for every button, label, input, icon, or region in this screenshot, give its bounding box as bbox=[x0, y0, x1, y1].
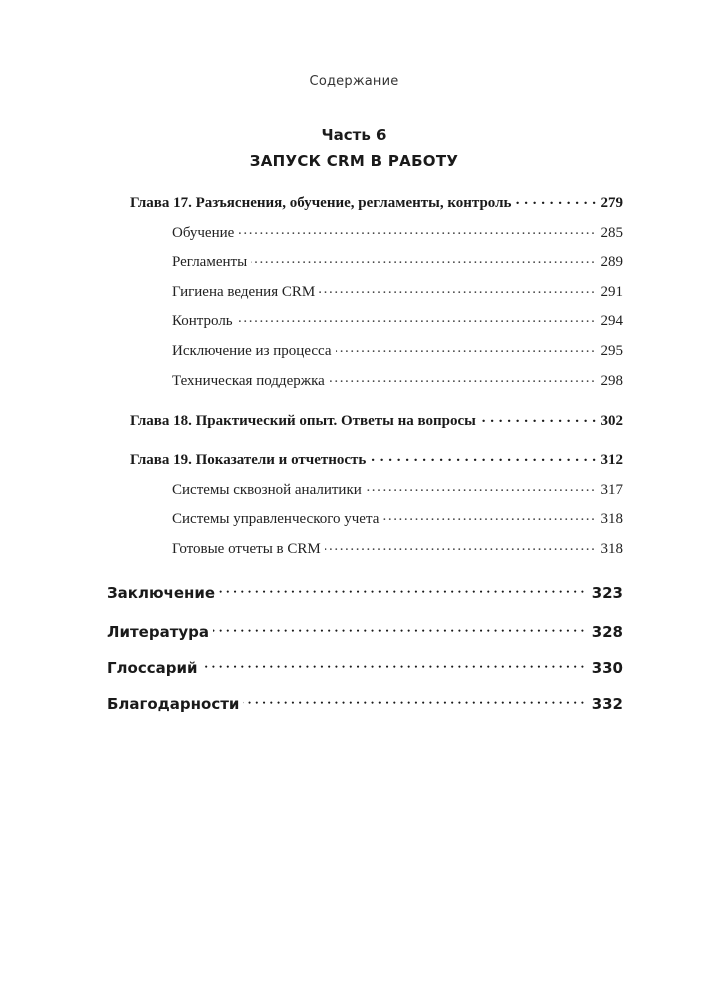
toc-literature[interactable] bbox=[107, 622, 623, 641]
running-header: Содержание bbox=[309, 74, 399, 89]
toc-page-number: 289 bbox=[600, 254, 623, 270]
toc-page-number: 295 bbox=[600, 343, 623, 359]
toc-entry-label: Контроль bbox=[172, 313, 233, 329]
toc-chapter-19[interactable] bbox=[130, 449, 623, 469]
toc-chapter-18[interactable] bbox=[130, 410, 623, 430]
toc-page-number: 318 bbox=[600, 541, 623, 557]
toc-page-number: 285 bbox=[600, 225, 623, 241]
dot-leader bbox=[251, 251, 596, 266]
toc-page-number: 298 bbox=[600, 373, 623, 389]
toc-acknowledgements[interactable] bbox=[107, 694, 623, 713]
toc-entry-label: Готовые отчеты в CRM bbox=[172, 541, 321, 557]
toc-entry-label: Техническая поддержка bbox=[172, 373, 325, 389]
toc-section[interactable] bbox=[172, 508, 623, 528]
toc-entry-label: Благодарности bbox=[107, 695, 240, 713]
dot-leader bbox=[480, 410, 597, 425]
dot-leader bbox=[325, 538, 597, 553]
part-title: ЗАПУСК CRM В РАБОТУ bbox=[249, 152, 459, 170]
dot-leader bbox=[213, 622, 588, 637]
toc-page-number: 330 bbox=[591, 659, 623, 677]
dot-leader bbox=[515, 192, 596, 207]
toc-section[interactable] bbox=[172, 222, 623, 242]
part-number: Часть 6 bbox=[321, 126, 387, 144]
dot-leader bbox=[219, 583, 588, 598]
toc-conclusion[interactable] bbox=[107, 583, 623, 602]
toc-entry-label: Системы управленческого учета bbox=[172, 511, 380, 527]
toc-entry-label: Глава 18. Практический опыт. Ответы на вопросы bbox=[130, 413, 476, 429]
dot-leader bbox=[366, 479, 597, 494]
toc-section[interactable] bbox=[172, 538, 623, 558]
dot-leader bbox=[238, 222, 596, 237]
toc-section[interactable] bbox=[172, 479, 623, 499]
dot-leader bbox=[383, 508, 596, 523]
dot-leader bbox=[202, 658, 588, 673]
toc-glossary[interactable] bbox=[107, 658, 623, 677]
toc-entry-label: Исключение из процесса bbox=[172, 343, 332, 359]
toc-entry-label: Обучение bbox=[172, 225, 235, 241]
toc-section[interactable] bbox=[172, 370, 623, 390]
toc-entry-label: Системы сквозной аналитики bbox=[172, 482, 362, 498]
toc-section[interactable] bbox=[172, 281, 623, 301]
dot-leader bbox=[329, 370, 597, 385]
toc-page-number: 302 bbox=[600, 413, 623, 429]
toc-entry-label: Глава 19. Показатели и отчетность bbox=[130, 452, 367, 468]
toc-page-number: 279 bbox=[600, 195, 623, 211]
toc-section[interactable] bbox=[172, 310, 623, 330]
toc-page-number: 332 bbox=[591, 695, 623, 713]
toc-page-number: 318 bbox=[600, 511, 623, 527]
toc-page-number: 317 bbox=[600, 482, 623, 498]
toc-entry-label: Регламенты bbox=[172, 254, 248, 270]
dot-leader bbox=[336, 340, 597, 355]
toc-entry-label: Глава 17. Разъяснения, обучение, регламенты, контроль bbox=[130, 195, 512, 211]
dot-leader bbox=[370, 449, 596, 464]
dot-leader bbox=[243, 694, 587, 709]
toc-entry-label: Заключение bbox=[107, 584, 216, 602]
toc-page-number: 323 bbox=[591, 584, 623, 602]
dot-leader bbox=[237, 310, 597, 325]
toc-chapter-17[interactable] bbox=[130, 192, 623, 212]
toc-page-number: 328 bbox=[591, 623, 623, 641]
toc-entry-label: Глоссарий bbox=[107, 659, 198, 677]
dot-leader bbox=[319, 281, 596, 296]
toc-entry-label: Литература bbox=[107, 623, 210, 641]
toc-section[interactable] bbox=[172, 251, 623, 271]
toc-page-number: 291 bbox=[600, 284, 623, 300]
toc-page-number: 294 bbox=[600, 313, 623, 329]
toc-page-number: 312 bbox=[600, 452, 623, 468]
toc-entry-label: Гигиена ведения CRM bbox=[172, 284, 316, 300]
toc-section[interactable] bbox=[172, 340, 623, 360]
